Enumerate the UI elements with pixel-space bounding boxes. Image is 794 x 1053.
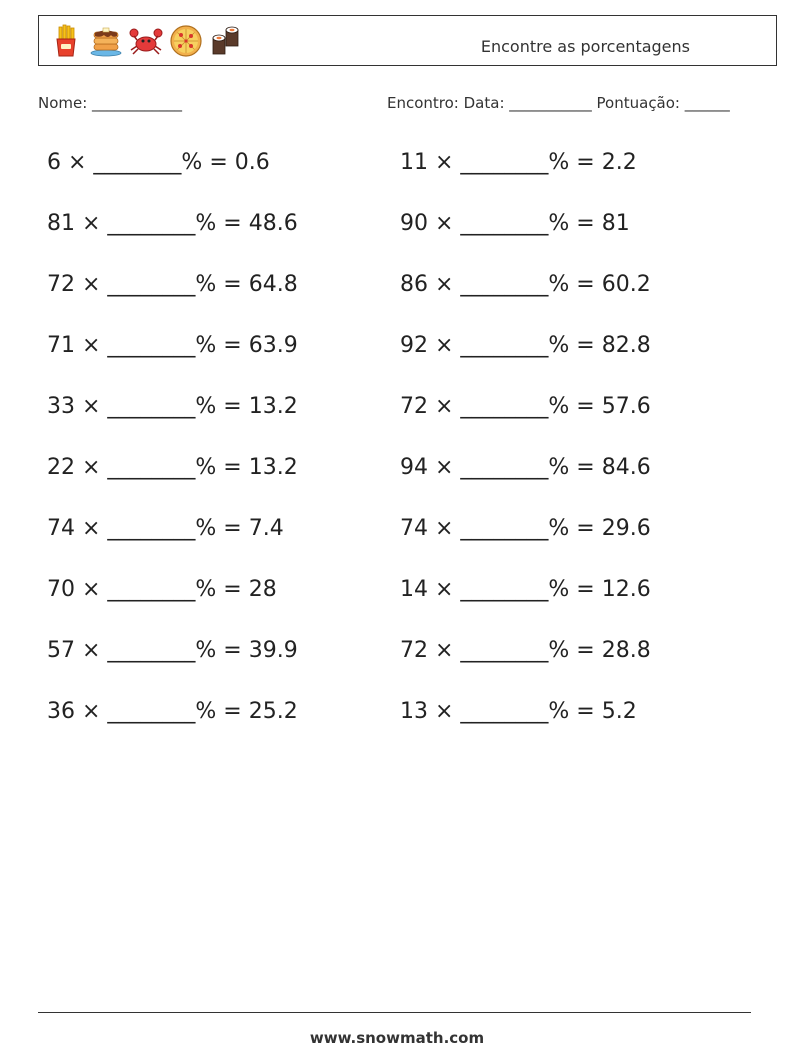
problems-right-column [400, 148, 651, 758]
problem-item: 36 × ________% = 25.2 [47, 699, 298, 724]
problem-item: 86 × ________% = 60.2 [400, 272, 651, 297]
problem-item: 71 × ________% = 63.9 [47, 333, 298, 358]
problem-item: 90 × ________% = 81 [400, 211, 630, 236]
name-field-label: Nome: ____________ [38, 94, 183, 112]
footer-url: www.snowmath.com [309, 1029, 485, 1047]
problem-item: 92 × ________% = 82.8 [400, 333, 651, 358]
problem-item: 57 × ________% = 39.9 [47, 638, 298, 663]
worksheet-header [38, 15, 777, 66]
problem-item: 72 × ________% = 64.8 [47, 272, 298, 297]
problem-item: 72 × ________% = 57.6 [400, 394, 651, 419]
problem-item: 22 × ________% = 13.2 [47, 455, 298, 480]
header-icons [49, 24, 243, 58]
problems-left-column [47, 148, 298, 758]
problem-item: 6 × ________% = 0.6 [47, 150, 270, 175]
problem-item: 74 × ________% = 7.4 [47, 516, 284, 541]
problem-item: 72 × ________% = 28.8 [400, 638, 651, 663]
problem-item: 11 × ________% = 2.2 [400, 150, 637, 175]
worksheet-title: Encontre as porcentagens [480, 37, 690, 56]
fries-icon [49, 24, 83, 58]
date-score-label: Encontro: Data: ___________ Pontuação: ______ [387, 94, 730, 112]
sushi-icon [209, 24, 243, 58]
crab-icon [129, 24, 163, 58]
problem-item: 33 × ________% = 13.2 [47, 394, 298, 419]
pizza-icon [169, 24, 203, 58]
problem-item: 14 × ________% = 12.6 [400, 577, 651, 602]
problem-item: 13 × ________% = 5.2 [400, 699, 637, 724]
pancakes-icon [89, 24, 123, 58]
problem-item: 81 × ________% = 48.6 [47, 211, 298, 236]
problem-item: 74 × ________% = 29.6 [400, 516, 651, 541]
footer-divider [38, 1012, 751, 1013]
problem-item: 70 × ________% = 28 [47, 577, 277, 602]
problem-item: 94 × ________% = 84.6 [400, 455, 651, 480]
